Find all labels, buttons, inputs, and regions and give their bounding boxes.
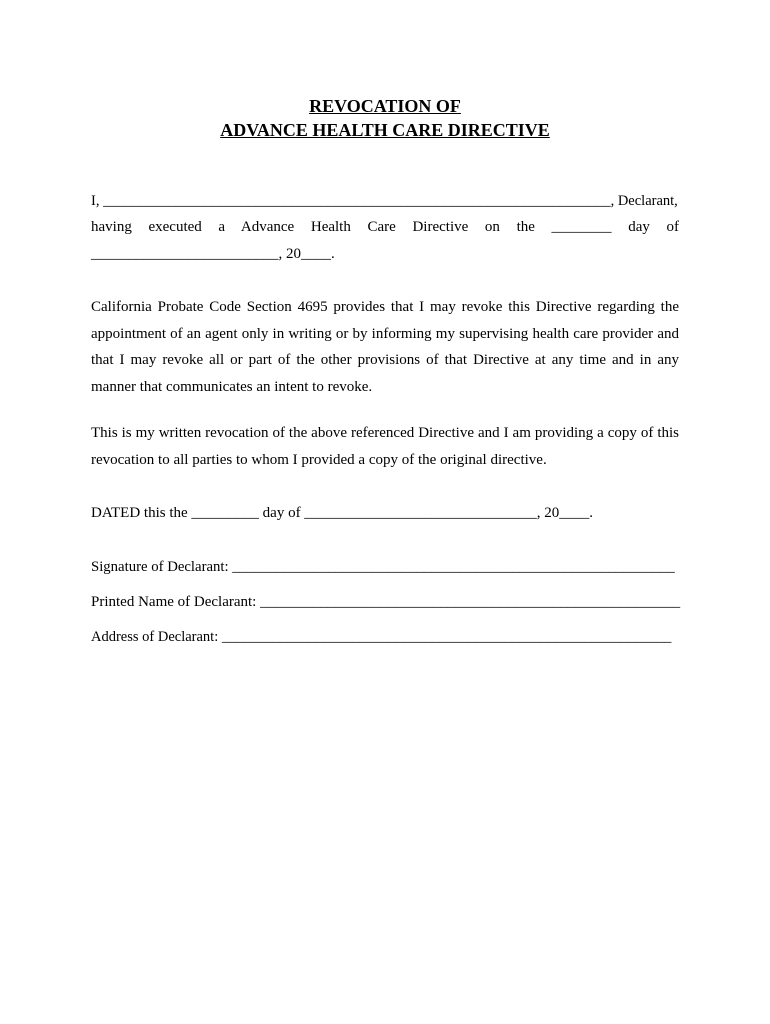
printed-name-of-declarant-line: Printed Name of Declarant: ________________________________________________________ [91, 594, 681, 610]
address-of-declarant-line: Address of Declarant: ______________________________________________________________ [91, 629, 672, 645]
dated-line: DATED this the _________ day of _______________________________, 20____. [91, 505, 594, 521]
signature-of-declarant-line: Signature of Declarant: ____________________________________________________________ [91, 559, 675, 575]
probate-code-paragraph: California Probate Code Section 4695 provides that I may revoke this Directive regarding the appointment of an agent only in writing or by informing my supervising health care provider and that I may revoke all or part of the other provisions of that Directive at any time and in any manner that communicates an intent to revoke. [91, 299, 679, 396]
revocation-statement-paragraph: This is my written revocation of the above referenced Directive and I am providing a copy of this revocation to all parties to whom I provided a copy of the original directive. [91, 425, 679, 468]
directive-date-line: _________________________, 20____. [91, 246, 335, 262]
document-title-line-1: REVOCATION OF [309, 96, 461, 116]
document-title-line-2: ADVANCE HEALTH CARE DIRECTIVE [220, 120, 550, 140]
declarant-name-line: I, ______________________________________________________________________, Declarant, [91, 193, 678, 209]
directive-executed-line: having executed a Advance Health Care Directive on the ________ day of [91, 219, 679, 235]
